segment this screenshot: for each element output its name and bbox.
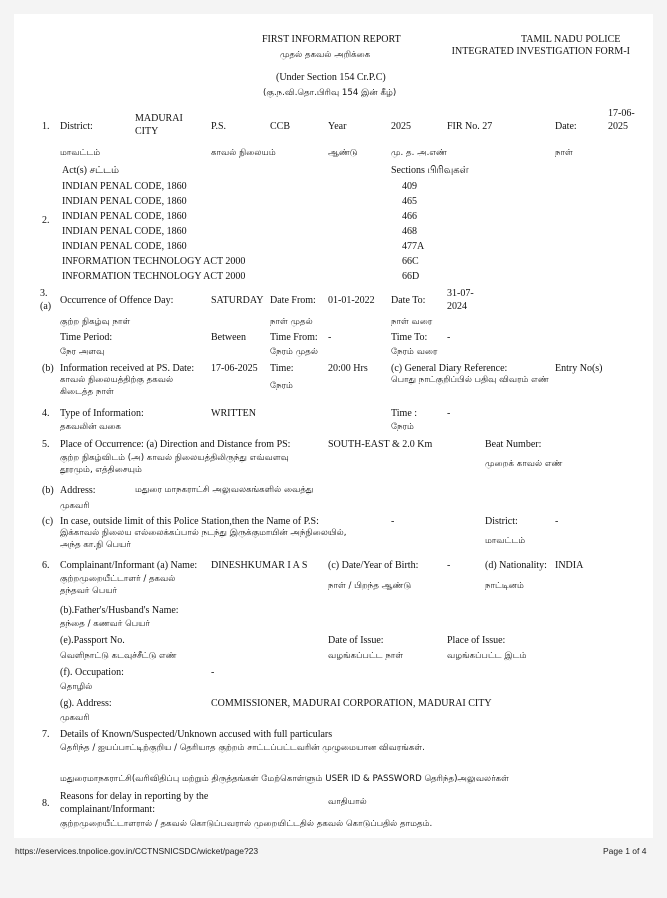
outside-ps-label-tamil: இக்காவல் நிலைய எல்லைக்கப்பால் நடந்து இருக்குமாயின் அந்நிலையில், அந்த கா.நி பெயர் xyxy=(60,528,347,550)
occurrence-day-label: Occurrence of Offence Day: xyxy=(60,295,174,306)
date-from-label-tamil: நாள் முதல் xyxy=(270,317,313,327)
complainant-name-label-tamil: குற்றமுறையீட்டாளர் / தகவல் தந்தவர் பெயர் xyxy=(60,574,176,596)
act-name: INDIAN PENAL CODE, 1860 xyxy=(62,181,187,192)
row5c-number: (c) xyxy=(42,516,54,527)
row6-number: 6. xyxy=(42,560,50,571)
row4-number: 4. xyxy=(42,408,50,419)
info-received-date: 17-06-2025 xyxy=(211,363,258,374)
complainant-name-label: Complainant/Informant (a) Name: xyxy=(60,560,198,571)
time-period-label-tamil: நேர அளவு xyxy=(60,347,105,357)
district-label: District: xyxy=(60,121,93,132)
complainant-name: DINESHKUMAR I A S xyxy=(211,560,308,571)
row7-number: 7. xyxy=(42,729,50,740)
org-name: TAMIL NADU POLICE xyxy=(521,34,621,45)
time-from: - xyxy=(328,332,332,343)
act-name: INDIAN PENAL CODE, 1860 xyxy=(62,196,187,207)
row4-time: - xyxy=(447,408,451,419)
info-received-label-tamil: காவல் நிலையத்திற்கு தகவல் கிடைத்த நாள் xyxy=(60,375,174,397)
ps-label: P.S. xyxy=(211,121,227,132)
row4-time-label-tamil: நேரம் xyxy=(391,422,414,432)
date-label: Date: xyxy=(555,121,577,132)
row5b-number: (b) xyxy=(42,485,54,496)
act-name: INDIAN PENAL CODE, 1860 xyxy=(62,211,187,222)
dob-label-tamil: நாள் / பிறந்த ஆண்டு xyxy=(328,581,412,591)
beat-number-label-tamil: முறைக் காவல் எண் xyxy=(485,459,563,469)
row8-number: 8. xyxy=(42,798,50,809)
time-period-label: Time Period: xyxy=(60,332,113,343)
time-from-label-tamil: நேரம் முதல் xyxy=(270,347,318,357)
under-section: (Under Section 154 Cr.P.C) xyxy=(276,72,386,83)
time-from-label: Time From: xyxy=(270,332,318,343)
passport-label-tamil: வெளிநாட்டு கடவுச்சீட்டு எண் xyxy=(60,651,177,661)
under-section-tamil: (கு.ந.வி.தொ.பிரிவு 154 இன் கீழ்) xyxy=(263,88,397,98)
ps-value: CCB xyxy=(270,121,291,132)
fir-label-tamil: மு. த. அ.எண் xyxy=(391,148,447,158)
occupation-label: (f). Occupation: xyxy=(60,667,124,678)
occupation-value: - xyxy=(211,667,215,678)
section-number: 465 xyxy=(402,196,417,207)
section-number: 466 xyxy=(402,211,417,222)
year-value: 2025 xyxy=(391,121,411,132)
info-time-label: Time: xyxy=(270,363,294,374)
place-of-occurrence-label-tamil: குற்ற நிகழ்விடம் (அ) காவல் நிலையத்திலிருந்து எவ்வளவு தூரமும், எத்திசையும் xyxy=(60,453,289,475)
section-number: 409 xyxy=(402,181,417,192)
date-to: 31-07-2024 xyxy=(447,288,474,312)
row4-time-label: Time : xyxy=(391,408,418,419)
delay-reason: வாதியால் xyxy=(328,797,367,807)
dob-label: (c) Date/Year of Birth: xyxy=(328,560,419,571)
nationality-label-tamil: நாட்டினம் xyxy=(485,581,524,591)
accused-details-label: Details of Known/Suspected/Unknown accused with full particulars xyxy=(60,729,333,740)
row3-number: 3. (a) xyxy=(40,288,52,312)
issue-place-label: Place of Issue: xyxy=(447,635,506,646)
issue-date-label: Date of Issue: xyxy=(328,635,384,646)
time-to-label: Time To: xyxy=(391,332,428,343)
district-label-tamil: மாவட்டம் xyxy=(60,148,101,158)
issue-date-label-tamil: வழங்கப்பட்ட நாள் xyxy=(328,651,404,661)
act-name: INFORMATION TECHNOLOGY ACT 2000 xyxy=(62,271,246,282)
section-number: 468 xyxy=(402,226,417,237)
complainant-address: COMMISSIONER, MADURAI CORPORATION, MADURAI CITY xyxy=(211,698,492,709)
occurrence-address-label-tamil: முகவரி xyxy=(60,501,90,511)
occupation-label-tamil: தொழில் xyxy=(60,682,93,692)
outside-ps-label: In case, outside limit of this Police Station,then the Name of P.S: xyxy=(60,516,319,527)
info-type-label-tamil: தகவலின் வகை xyxy=(60,422,121,432)
entry-label: Entry No(s) xyxy=(555,363,603,374)
info-type-label: Type of Information: xyxy=(60,408,144,419)
occurrence-address: மதுரை மாநகராட்சி அலுவலகங்களில் வைத்து xyxy=(135,485,314,495)
complainant-address-label: (g). Address: xyxy=(60,698,112,709)
occurrence-day-label-tamil: குற்ற நிகழ்வு நாள் xyxy=(60,317,131,327)
date-from-label: Date From: xyxy=(270,295,316,306)
report-title: FIRST INFORMATION REPORT xyxy=(262,34,401,45)
report-title-tamil: முதல் தகவல் அறிக்கை xyxy=(280,50,371,60)
outside-district-label: District: xyxy=(485,516,518,527)
page-url: https://eservices.tnpolice.gov.in/CCTNSNICSDC/wicket/page?23 xyxy=(15,846,259,856)
year-label-tamil: ஆண்டு xyxy=(328,148,358,158)
time-to: - xyxy=(447,332,451,343)
passport-label: (e).Passport No. xyxy=(60,635,125,646)
row2-number: 2. xyxy=(42,215,50,226)
accused-details-label-tamil: தெரிந்த / ஐயப்பாட்டிற்குறிய / தெரியாத குற்றம் சாட்டப்பட்டவரின் முழுமையான விவரங்கள். xyxy=(60,743,425,753)
ps-label-tamil: காவல் நிலையம் xyxy=(211,148,276,158)
section-number: 66D xyxy=(402,271,420,282)
row3b-number: (b) xyxy=(42,363,54,374)
row5-number: 5. xyxy=(42,439,50,450)
date-from: 01-01-2022 xyxy=(328,295,375,306)
act-name: INFORMATION TECHNOLOGY ACT 2000 xyxy=(62,256,246,267)
sections-label: Sections பிரிவுகள் xyxy=(391,165,469,176)
district-value: MADURAI CITY xyxy=(135,113,183,137)
direction-distance: SOUTH-EAST & 2.0 Km xyxy=(328,439,433,450)
accused-details: மதுரைமாநகராட்சி(வரிவிதிப்பு மற்றும் திருத்தங்கள் மேற்கொள்ளும் USER ID & PASSWORD தெரிந்த)அலுவலர்கள் xyxy=(60,774,509,784)
complainant-address-label-tamil: முகவரி xyxy=(60,713,90,723)
general-diary-label-tamil: பொது நாட்குறிப்பில் பதிவு விவரம் எண் xyxy=(391,375,549,385)
occurrence-day: SATURDAY xyxy=(211,295,264,306)
fir-number: FIR No. 27 xyxy=(447,121,493,132)
fir-date: 17-06-2025 xyxy=(608,108,635,132)
nationality-value: INDIA xyxy=(555,560,584,571)
father-name-label-tamil: தந்தை / கணவர் பெயர் xyxy=(60,619,151,629)
occurrence-address-label: Address: xyxy=(60,485,96,496)
date-label-tamil: நாள் xyxy=(555,148,573,158)
date-to-label: Date To: xyxy=(391,295,426,306)
info-time-label-tamil: நேரம் xyxy=(270,381,293,391)
act-name: INDIAN PENAL CODE, 1860 xyxy=(62,226,187,237)
delay-reason-label: Reasons for delay in reporting by the complainant/Informant: xyxy=(60,791,209,815)
info-time: 20:00 Hrs xyxy=(328,363,368,374)
outside-district-label-tamil: மாவட்டம் xyxy=(485,536,526,546)
acts-label: Act(s) சட்டம் xyxy=(62,165,119,176)
time-to-label-tamil: நேரம் வரை xyxy=(391,347,438,357)
row1-number: 1. xyxy=(42,121,50,132)
act-name: INDIAN PENAL CODE, 1860 xyxy=(62,241,187,252)
beat-number-label: Beat Number: xyxy=(485,439,542,450)
delay-reason-label-tamil: குற்றமுறையீட்டாளரால் / தகவல் கொடுப்பவரால் முறையிட்டதில் தகவல் கொடுப்பதில் தாமதம். xyxy=(60,819,433,829)
dob-value: - xyxy=(447,560,451,571)
page-number: Page 1 of 4 xyxy=(603,846,647,856)
outside-district: - xyxy=(555,516,559,527)
year-label: Year xyxy=(328,121,347,132)
father-name-label: (b).Father's/Husband's Name: xyxy=(60,605,179,616)
issue-place-label-tamil: வழங்கப்பட்ட இடம் xyxy=(447,651,527,661)
info-type: WRITTEN xyxy=(211,408,256,419)
section-number: 477A xyxy=(402,241,425,252)
outside-ps-name: - xyxy=(391,516,395,527)
date-to-label-tamil: நாள் வரை xyxy=(391,317,433,327)
section-number: 66C xyxy=(402,256,419,267)
time-period: Between xyxy=(211,332,246,343)
info-received-label: Information received at PS. Date: xyxy=(60,363,195,374)
general-diary-label: (c) General Diary Reference: xyxy=(391,363,508,374)
form-name: INTEGRATED INVESTIGATION FORM-I xyxy=(451,46,630,57)
nationality-label: (d) Nationality: xyxy=(485,560,547,571)
place-of-occurrence-label: Place of Occurrence: (a) Direction and Distance from PS: xyxy=(60,439,291,450)
